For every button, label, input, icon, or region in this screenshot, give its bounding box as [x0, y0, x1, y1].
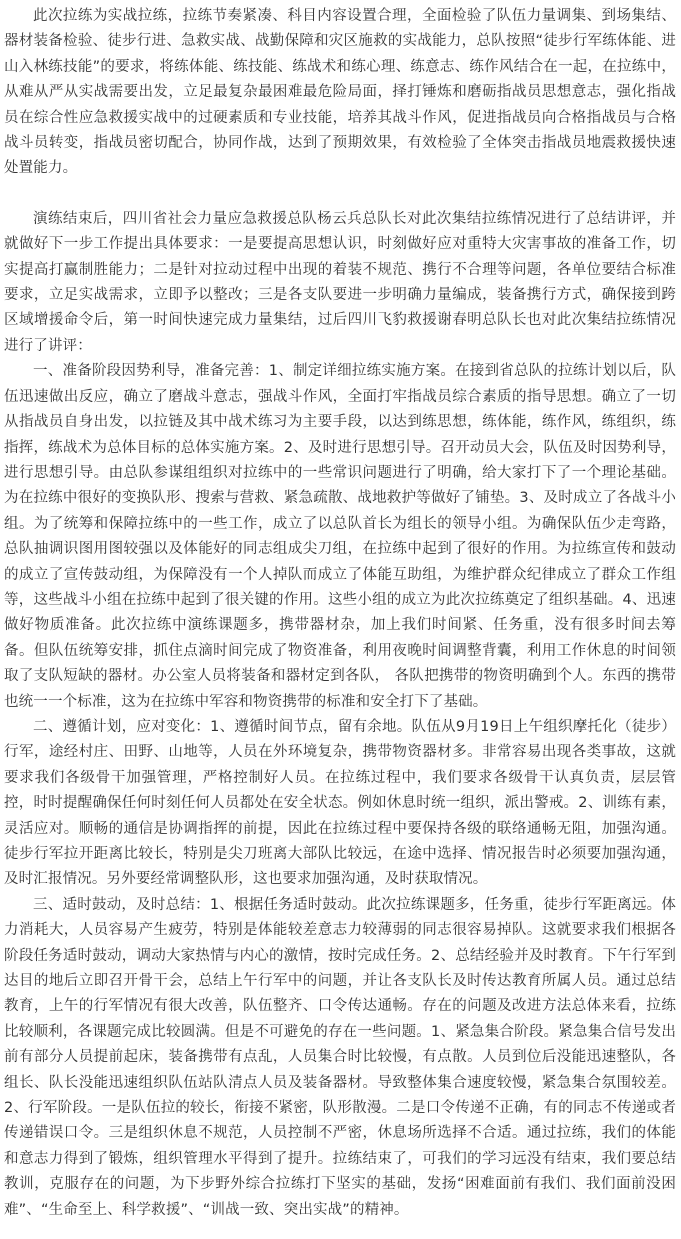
article-paragraph: 三、适时鼓动，及时总结：1、根据任务适时鼓动。此次拉练课题多，任务重，徒步行军距离远。体力消耗大，人员容易产生疲劳，特别是体能较差意志力较薄弱的同志很容易掉队。这就要求我们根据各阶段任务适时鼓动，调动大家热情与内心的激情，按时完成任务。2、总结经验并及时教育。下午行军到达目的地后立即召开骨干会，总结上午行军中的问题，并让各支队长及时传达教育所属人员。通过总结教育，上午的行军情况有很大改善，队伍整齐、口令传达通畅。存在的问题及改进方法总体来看，拉练比较顺利，各课题完成比较圆满。但是不可避免的存在一些问题。1、紧急集合阶段。紧急集合信号发出前有部分人员提前起床，装备携带有点乱，人员集合时比较慢，有点散。人员到位后没能迅速整队，各组长、队长没能迅速组织队伍站队清点人员及装备器材。导致整体集合速度较慢，紧急集合氛围较差。2、行军阶段。一是队伍拉的较长，衔接不紧密，队形散漫。二是口令传递不正确，有的同志不传递或者传递错误口令。三是组织休息不规范，人员控制不严密，休息场所选择不合适。通过拉练，我们的体能和意志力得到了锻炼，组织管理水平得到了提升。拉练结束了，可我们的学习远没有结束，我们要总结教训，克服存在的问题，为下步野外综合拉练打下坚实的基础，发扬“困难面前有我们、我们面前没困难”、“生命至上、科学救援”、“训战一致、突出实战”的精神。	[4, 896, 676, 1218]
article-paragraph: 演练结束后，四川省社会力量应急救援总队杨云兵总队长对此次集结拉练情况进行了总结讲评，并就做好下一步工作提出具体要求：一是要提高思想认识，时刻做好应对重特大灾害事故的准备工作，切实提高打赢制胜能力；二是针对拉动过程中出现的着装不规范、携行不合理等问题，各单位要结合标准要求，立足实战需求，立即予以整改；三是各支队要进一步明确力量编成，装备携行方式，确保接到跨区域增援命令后，第一时间快速完成力量集结，过后四川飞豹救援谢春明总队长也对此次集结拉练情况进行了讲评：	[4, 210, 676, 354]
paragraph-spacer	[4, 182, 676, 207]
article-paragraph: 二、遵循计划，应对变化：1、遵循时间节点，留有余地。队伍从9月19日上午组织摩托化（徒步）行军，途经村庄、田野、山地等，人员在外环境复杂，携带物资器材多。非常容易出现各类事故，这就要求我们各级骨干加强管理，严格控制好人员。在拉练过程中，我们要求各级骨干认真负责，层层管控，时时提醒确保任何时刻任何人员都处在安全状态。例如休息时统一组织，派出警戒。2、训练有素，灵活应对。顺畅的通信是协调指挥的前提，因此在拉练过程中要保持各级的联络通畅无阻，加强沟通。徒步行军拉开距离比较长，特别是尖刀班离大部队比较远，在途中选择、情况报告时必须要加强沟通，及时汇报情况。另外要经常调整队形，这也要求加强沟通，及时获取情况。	[4, 718, 676, 888]
article-paragraph: 此次拉练为实战拉练，拉练节奏紧凑、科目内容设置合理，全面检验了队伍力量调集、到场集结、器材装备检验、徒步行进、急救实战、战勤保障和灾区施救的实战能力，总队按照“徒步行军练体能、进山入林练技能”的要求，将练体能、练技能、练战术和练心理、练意志、练作风结合在一起，在拉练中，从难从严从实战需要出发，立足最复杂最困难最危险局面，择打锤炼和磨砺指战员思想意志，强化指战员在综合性应急救援实战中的过硬素质和专业技能，培养其战斗作风，促进指战员向合格指战员与合格战斗员转变，指战员密切配合，协同作战，达到了预期效果，有效检验了全体突击指战员地震救援快速处置能力。	[4, 8, 676, 177]
article-paragraph: 一、准备阶段因势利导，准备完善：1、制定详细拉练实施方案。在接到省总队的拉练计划以后，队伍迅速做出反应，确立了磨战斗意志，强战斗作风，全面打牢指战员综合素质的指导思想。确立了一切从指战员自身出发，以拉链及其中战术练习为主要手段，以达到练思想，练体能，练作风，练组织，练指挥，练战术为总体目标的总体实施方案。2、及时进行思想引导。召开动员大会，队伍及时因势利导，进行思想引导。由总队参谋组组织对拉练中的一些常识问题进行了明确，给大家打下了一个理论基础。为在拉练中很好的变换队形、搜索与营救、紧急疏散、战地救护等做好了铺垫。3、及时成立了各战斗小组。为了统筹和保障拉练中的一些工作，成立了以总队首长为组长的领导小组。为确保队伍少走弯路，总队抽调识图用图较强以及体能好的同志组成尖刀组，在拉练中起到了很好的作用。为拉练宣传和鼓动的成立了宣传鼓动组，为保障没有一个人掉队而成立了体能互助组，为维护群众纪律成立了群众工作组等，这些战斗小组在拉练中起到了很关键的作用。这些小组的成立为此次拉练奠定了组织基础。4、迅速做好物质准备。此次拉练中演练课题多，携带器材杂，加上我们时间紧、任务重，没有很多时间去筹备。但队伍统筹安排，抓住点滴时间完成了物资准备，利用夜晚时间调整背囊，利用工作休息的时间领取了支队短缺的器材。办公室人员将装备和器材定到各队， 各队把携带的物资明确到个人。东西的携带也统一一个标准，这为在拉练中军容和物资携带的标准和安全打下了基础。	[4, 363, 676, 710]
